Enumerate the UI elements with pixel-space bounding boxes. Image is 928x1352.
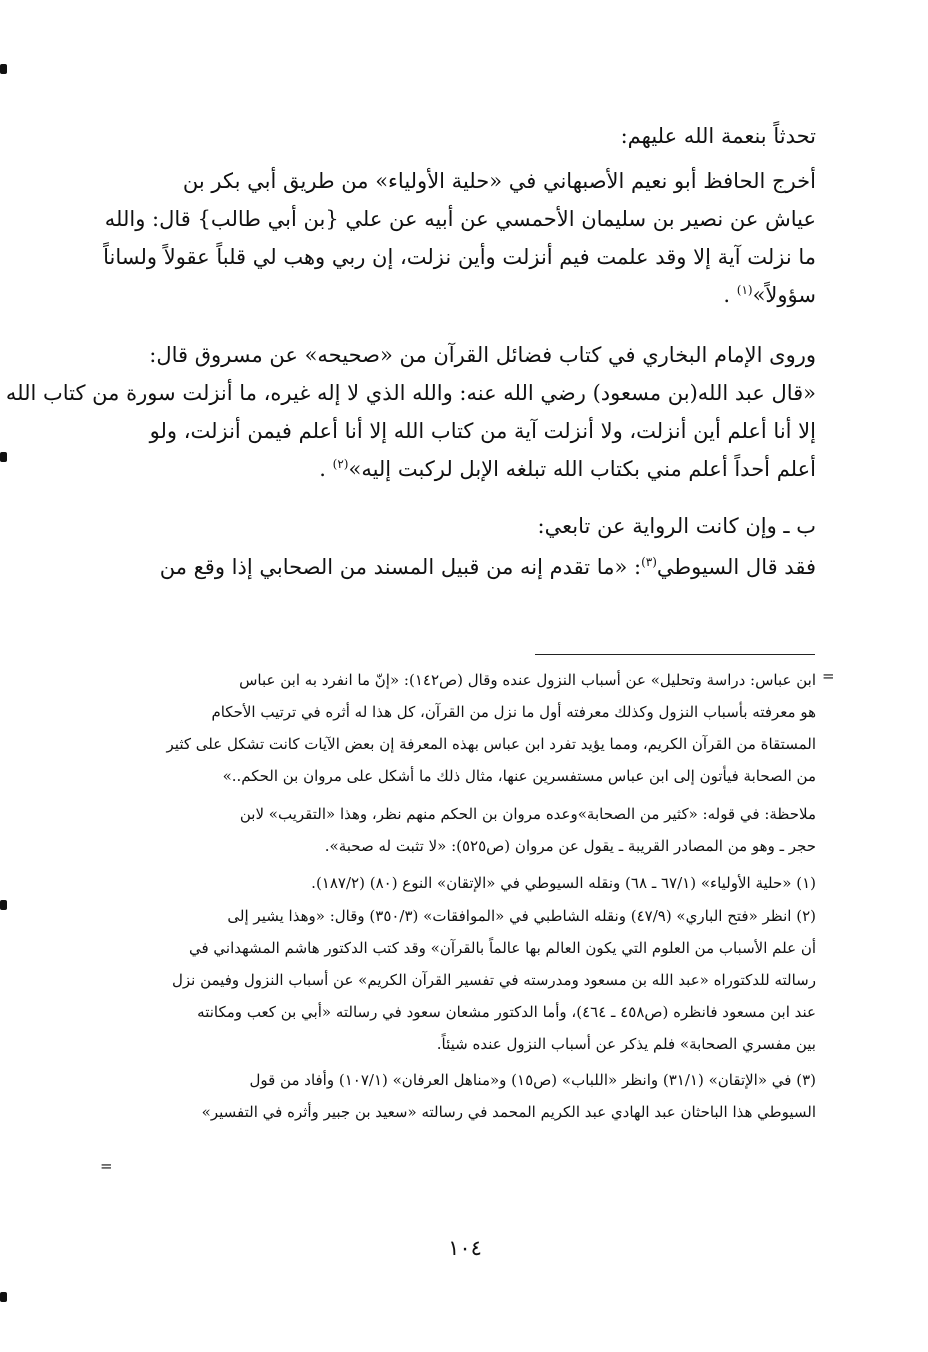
footnote-separator [535,654,815,655]
section-heading-b: ب ـ وإن كانت الرواية عن تابعي: [537,514,816,538]
text-line: أخرج الحافظ أبو نعيم الأصبهاني في «حلية الأولياء» من طريق أبي بكر بن [182,169,816,193]
intro-line: تحدثاً بنعمة الله عليهم: [620,124,816,148]
continuation-mark: = [100,1157,113,1175]
footnote-line: (٣) في «الإتقان» (٣١/١) وانظر «اللباب» (ص١٥) و«مناهل العرفان» (١٠٧/١) وأفاد من قول [249,1071,816,1089]
main-text [5,122,816,588]
footnote-line: السيوطي هذا الباحثان عبد الهادي عبد الكريم المحمد في رسالته «سعيد بن جبير وأثره في التفسير» [201,1103,816,1121]
paragraph-ali-narration [96,162,816,314]
footnote-note [96,798,816,862]
binding-mark [0,64,7,74]
binding-mark [0,900,7,910]
footnote-line: ابن عباس: دراسة وتحليل» عن أسباب النزول عنده وقال (ص١٤٢): «إنّ ما انفرد به ابن عباس [239,671,816,689]
text-line: إلا أنا أعلم أين أنزلت، ولا أنزلت آية من كتاب الله إلا أنا أعلم فيمن أنزلت، ولو [149,419,816,443]
footnote-line: بين مفسري الصحابة» فلم يذكر عن أسباب النزول عنده شيئاً. [436,1035,816,1053]
footnote-3 [96,1064,816,1128]
footnote-ref-2: (٢) [332,457,349,471]
text-fragment: فقد قال السيوطي [656,555,816,579]
footnote-1: (١) «حلية الأولياء» (٦٧/١ ـ ٦٨) ونقله السيوطي في «الإتقان» النوع (٨٠) (١٨٧/٢). [311,874,816,892]
footnote-line: رسالته للدكتوراه «عبد الله بن مسعود ومدرسته في تفسير القرآن الكريم» عن أسباب النزول وفيمن نزل [171,971,816,989]
text-fragment: أعلم أحداً أعلم مني بكتاب الله تبلغه الإبل لركبت إليه» [348,457,816,481]
text-line [96,546,816,588]
footnote-ref-1: (١) [736,283,753,297]
text-line: عياش عن نصير بن سليمان الأحمسي عن أبيه عن علي {بن أبي طالب} قال: والله [104,207,816,231]
text-fragment: : «ما تقدم إنه من قبيل المسند من الصحابي إذا وقع من [159,555,642,579]
binding-mark [0,452,7,462]
footnote-line: المستقاة من القرآن الكريم، ومما يؤيد تفرد ابن عباس بهذه المعرفة إن بعض الآيات كانت تشكل على كثير [166,735,816,753]
text-line: «قال عبد الله(بن مسعود) رضي الله عنه: والله الذي لا إله غيره، ما أنزلت سورة من كتاب الله [5,381,816,405]
text-line: وروى الإمام البخاري في كتاب فضائل القرآن من «صحيحه» عن مسروق قال: [149,343,816,367]
page-number: ١٠٤ [448,1236,482,1260]
footnote-line: حجر ـ وهو من المصادر القريبة ـ يقول عن مروان (ص٥٢٥): «لا تثبت له صحبة». [324,837,816,855]
text-line: سؤولاً»$^{(١)}$ . [723,283,816,307]
text-fragment: سؤولاً» [752,283,816,307]
footnote-2 [96,900,816,1060]
footnote-continuation [96,664,816,792]
footnote-line: عند ابن مسعود فانظره (ص٤٥٨ ـ ٤٦٤)، وأما الدكتور مشعان سعود في رسالته «أبي بن كعب ومكانته [197,1003,816,1021]
footnote-line: هو معرفته بأسباب النزول وكذلك معرفته أول ما نزل من القرآن، كل هذا له أثره في ترتيب الأحكام [211,703,816,721]
text-line: أعلم أحداً أعلم مني بكتاب الله تبلغه الإبل لركبت إليه»$^{(٢)}$ . [319,457,816,481]
footnote-line: (٢) انظر «فتح الباري» (٤٧/٩) ونقله الشاطبي في «الموافقات» (٣٥٠/٣) وقال: «وهذا يشير إلى [227,907,816,925]
continuation-mark: = [822,667,835,685]
binding-mark [0,1292,7,1302]
footnote-ref-3: (٣) [641,555,657,569]
text-line: ما نزلت آية إلا وقد علمت فيم أنزلت وأين نزلت، إن ربي وهب لي قلباً عقولاً ولساناً [103,245,816,269]
footnote-line: أن علم الأسباب من العلوم التي يكون العالم بها عالماً بالقرآن» وقد كتب الدكتور هاشم المشهداني في [188,939,816,957]
footnote-line: من الصحابة فيأتون إلى ابن عباس مستفسرين عنها، مثال ذلك ما أشكل على مروان بن الحكم..» [222,767,816,785]
footnotes [96,664,816,1128]
paragraph-bukhari-narration [5,336,816,488]
footnote-line: ملاحظة: في قوله: «كثير من الصحابة»وعده مروان بن الحكم منهم نظر، وهذا «التقريب» لابن [239,805,816,823]
